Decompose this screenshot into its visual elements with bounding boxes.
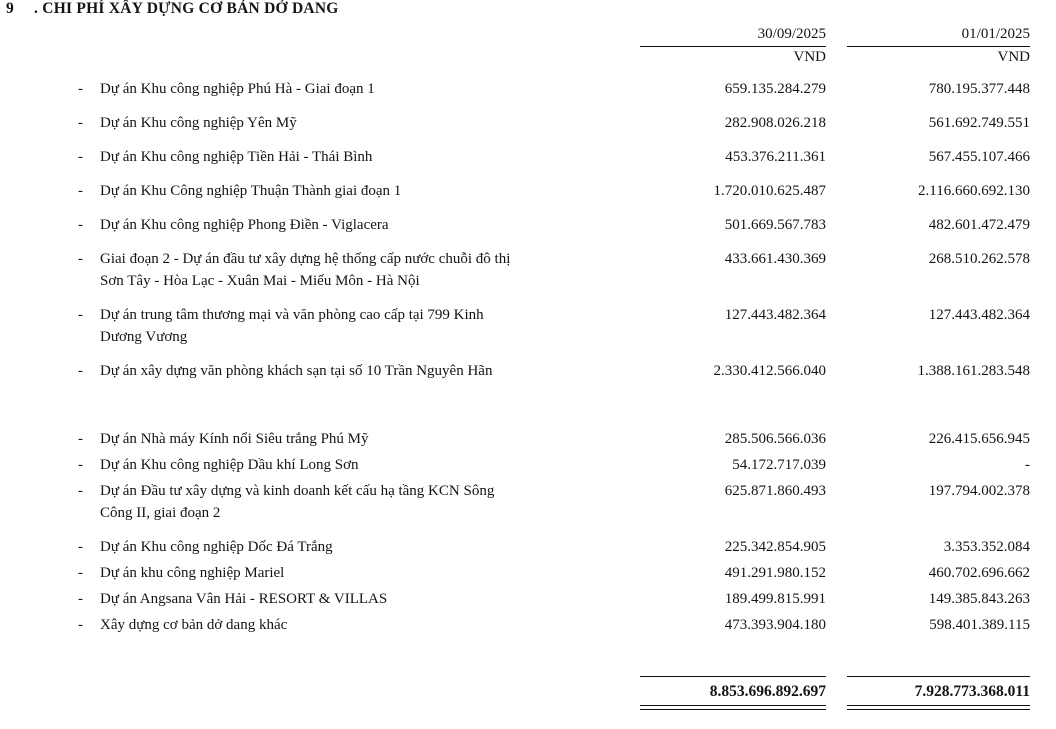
line-item-value-current: 501.669.567.783 xyxy=(724,217,826,233)
line-item-label xyxy=(100,536,630,558)
line-item-label-line2: Công II, giai đoạn 2 xyxy=(100,505,221,521)
line-item-label xyxy=(100,248,630,292)
line-item-label-line1: Dự án Khu công nghiệp Yên Mỹ xyxy=(100,115,297,131)
bullet-dash: - xyxy=(78,183,83,199)
line-item-value-current: 453.376.211.361 xyxy=(725,149,826,165)
total-value-prior: 7.928.773.368.011 xyxy=(914,683,1030,700)
line-item-label-line1: Dự án Khu công nghiệp Phong Điền - Viglacera xyxy=(100,217,389,233)
line-item-value-current: 282.908.026.218 xyxy=(724,115,826,131)
total-rule-bottom-2 xyxy=(847,705,1030,710)
bullet-dash: - xyxy=(78,307,83,323)
column-header-unit-1: VND xyxy=(793,49,826,65)
bullet-dash: - xyxy=(78,565,83,581)
line-item-value-prior: 2.116.660.692.130 xyxy=(918,183,1030,199)
line-item-value-prior: 149.385.843.263 xyxy=(928,591,1030,607)
table-row xyxy=(0,146,1056,168)
line-item-value-current: 225.342.854.905 xyxy=(724,539,826,555)
table-row xyxy=(0,304,1056,345)
line-item-label-line1: Dự án xây dựng văn phòng khách sạn tại số 10 Trần Nguyên Hãn xyxy=(100,363,493,379)
line-item-value-current: 189.499.815.991 xyxy=(724,591,826,607)
bullet-dash: - xyxy=(78,431,83,447)
line-item-label xyxy=(100,360,630,382)
table-row xyxy=(0,536,1056,558)
note-heading xyxy=(0,0,1056,24)
bullet-dash: - xyxy=(78,81,83,97)
note-number: 9 xyxy=(6,0,14,17)
line-item-value-prior: 226.415.656.945 xyxy=(928,431,1030,447)
line-item-value-prior: 598.401.389.115 xyxy=(929,617,1030,633)
line-item-value-prior: 460.702.696.662 xyxy=(928,565,1030,581)
column-header-date-1: 30/09/2025 xyxy=(757,26,826,42)
table-row xyxy=(0,180,1056,202)
bullet-dash: - xyxy=(78,483,83,499)
bullet-dash: - xyxy=(78,251,83,267)
line-item-value-current: 473.393.904.180 xyxy=(724,617,826,633)
table-row xyxy=(0,248,1056,289)
column-header-date-2: 01/01/2025 xyxy=(961,26,1030,42)
table-row xyxy=(0,562,1056,584)
line-item-value-current: 285.506.566.036 xyxy=(724,431,826,447)
table-row xyxy=(0,614,1056,636)
line-item-label-line1: Dự án khu công nghiệp Mariel xyxy=(100,565,285,581)
line-item-value-current: 127.443.482.364 xyxy=(724,307,826,323)
line-item-value-current: 491.291.980.152 xyxy=(724,565,826,581)
table-row xyxy=(0,428,1056,450)
line-item-label-line1: Dự án Khu công nghiệp Phú Hà - Giai đoạn 1 xyxy=(100,81,375,97)
line-item-value-prior: - xyxy=(1025,457,1030,473)
line-item-value-current: 625.871.860.493 xyxy=(724,483,826,499)
bullet-dash: - xyxy=(78,457,83,473)
bullet-dash: - xyxy=(78,617,83,633)
line-item-label xyxy=(100,304,630,348)
line-item-label xyxy=(100,588,630,610)
bullet-dash: - xyxy=(78,115,83,131)
table-row xyxy=(0,112,1056,134)
totals-row xyxy=(0,676,1056,722)
line-item-value-prior: 127.443.482.364 xyxy=(928,307,1030,323)
line-item-label-line1: Dự án Angsana Vân Hải - RESORT & VILLAS xyxy=(100,591,388,607)
column-header-prior-period xyxy=(847,24,1030,68)
bullet-dash: - xyxy=(78,591,83,607)
line-item-label-line2: Sơn Tây - Hòa Lạc - Xuân Mai - Miếu Môn - Hà Nội xyxy=(100,273,420,289)
line-item-label xyxy=(100,214,630,236)
line-item-value-current: 433.661.430.369 xyxy=(724,251,826,267)
line-item-value-current: 54.172.717.039 xyxy=(732,457,826,473)
line-item-value-current: 2.330.412.566.040 xyxy=(713,363,826,379)
bullet-dash: - xyxy=(78,149,83,165)
table-row xyxy=(0,480,1056,521)
total-rule-bottom-1 xyxy=(640,705,826,710)
line-item-label xyxy=(100,146,630,168)
line-item-label-line1: Giai đoạn 2 - Dự án đầu tư xây dựng hệ thống cấp nước chuỗi đô thị xyxy=(100,251,511,267)
line-item-label-line1: Dự án Khu công nghiệp Tiền Hải - Thái Bình xyxy=(100,149,373,165)
line-item-value-prior: 561.692.749.551 xyxy=(928,115,1030,131)
line-item-label-line1: Dự án Khu công nghiệp Dốc Đá Trắng xyxy=(100,539,333,555)
line-item-value-prior: 3.353.352.084 xyxy=(943,539,1030,555)
line-item-label-line1: Dự án Nhà máy Kính nổi Siêu trắng Phú Mỹ xyxy=(100,431,369,447)
page-title: . CHI PHÍ XÂY DỰNG CƠ BẢN DỞ DANG xyxy=(34,0,339,17)
line-item-label-line2: Dương Vương xyxy=(100,329,188,345)
line-item-label xyxy=(100,480,630,524)
line-item-label xyxy=(100,614,630,636)
bullet-dash: - xyxy=(78,217,83,233)
line-item-value-prior: 567.455.107.466 xyxy=(928,149,1030,165)
line-item-value-prior: 1.388.161.283.548 xyxy=(917,363,1030,379)
table-row xyxy=(0,214,1056,236)
line-item-label xyxy=(100,180,630,202)
line-item-value-prior: 482.601.472.479 xyxy=(928,217,1030,233)
line-item-label xyxy=(100,454,630,476)
line-item-label xyxy=(100,562,630,584)
table-row xyxy=(0,454,1056,476)
line-item-value-current: 659.135.284.279 xyxy=(724,81,826,97)
line-item-label-line1: Dự án Đầu tư xây dựng và kinh doanh kết cấu hạ tầng KCN Sông xyxy=(100,483,495,499)
bullet-dash: - xyxy=(78,539,83,555)
total-value-current: 8.853.696.892.697 xyxy=(709,683,826,700)
total-cell-prior xyxy=(847,676,1030,722)
line-item-value-prior: 268.510.262.578 xyxy=(928,251,1030,267)
line-item-label-line1: Dự án Khu Công nghiệp Thuận Thành giai đoạn 1 xyxy=(100,183,402,199)
bullet-dash: - xyxy=(78,363,83,379)
column-header-current-period xyxy=(640,24,826,68)
table-row xyxy=(0,360,1056,382)
table-row xyxy=(0,588,1056,610)
line-item-label-line1: Xây dựng cơ bản dở dang khác xyxy=(100,617,288,633)
table-row xyxy=(0,78,1056,100)
line-item-value-prior: 197.794.002.378 xyxy=(928,483,1030,499)
total-cell-current xyxy=(640,676,826,722)
line-item-label xyxy=(100,428,630,450)
line-item-label-line1: Dự án Khu công nghiệp Dầu khí Long Sơn xyxy=(100,457,359,473)
line-item-value-current: 1.720.010.625.487 xyxy=(713,183,826,199)
line-item-label xyxy=(100,112,630,134)
line-item-label-line1: Dự án trung tâm thương mại và văn phòng cao cấp tại 799 Kinh xyxy=(100,307,484,323)
line-item-label xyxy=(100,78,630,100)
column-header-unit-2: VND xyxy=(997,49,1030,65)
line-item-value-prior: 780.195.377.448 xyxy=(928,81,1030,97)
